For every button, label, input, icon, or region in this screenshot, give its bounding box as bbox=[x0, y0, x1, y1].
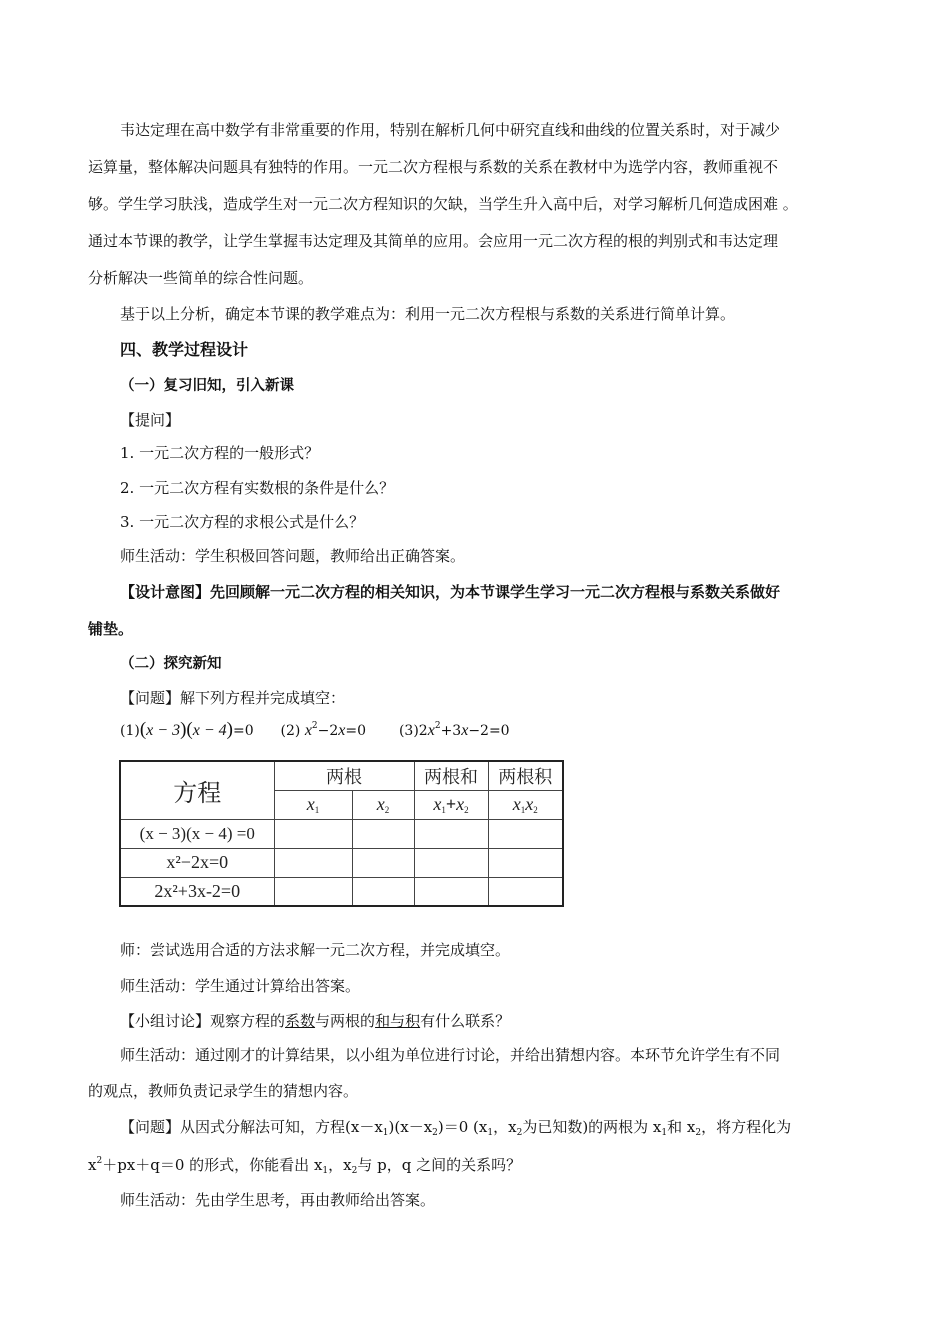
eq3-exp: 2 bbox=[434, 721, 441, 731]
q2-e: 为已知数)的两根为 x bbox=[522, 1118, 662, 1136]
activity-review: 师生活动：学生积极回答问题，教师给出正确答案。 bbox=[120, 547, 466, 565]
q2-g: ，将方程化为 bbox=[701, 1118, 792, 1136]
cell-empty bbox=[414, 819, 488, 848]
group-underline-coefficient: 系数 bbox=[285, 1012, 316, 1030]
activity-discuss-line-1: 师生活动：通过刚才的计算结果，以小组为单位进行讨论，并给出猜想内容。本环节允许学生有不同 bbox=[120, 1046, 781, 1064]
q2-a: 从因式分解法可知，方程(x－x bbox=[180, 1118, 383, 1136]
q2-sub: 2 bbox=[432, 1128, 438, 1138]
q2-j: ，x bbox=[328, 1156, 352, 1174]
subheader-x1: $x_1$ bbox=[274, 790, 352, 819]
q2-f: 和 x bbox=[667, 1118, 696, 1136]
question-item-2: 2. 一元二次方程有实数根的条件是什么？ bbox=[120, 479, 395, 497]
group-text-a: 观察方程的 bbox=[210, 1012, 286, 1030]
eq2-var: x bbox=[304, 722, 312, 739]
eq3-var: x bbox=[427, 722, 435, 739]
eq1-label: (1) bbox=[120, 723, 140, 739]
design-intent-line-2: 铺垫。 bbox=[88, 620, 134, 638]
group-text-b: 与两根的 bbox=[315, 1012, 376, 1030]
eq1-factor-a: x − 3 bbox=[146, 722, 181, 739]
design-intent-text: 先回顾解一元二次方程的相关知识，为本节课学生学习一元二次方程根与系数关系做好 bbox=[210, 583, 781, 601]
cell-empty bbox=[488, 877, 563, 906]
eq3-var-2: x bbox=[461, 722, 469, 739]
q2-d: ，x bbox=[493, 1118, 517, 1136]
teacher-prompt: 师：尝试选用合适的方法求解一元二次方程，并完成填空。 bbox=[120, 941, 511, 959]
q2-k: 与 p，q 之间的关系吗？ bbox=[357, 1156, 522, 1174]
q2-sub: 2 bbox=[695, 1128, 702, 1138]
cell-empty bbox=[352, 848, 414, 877]
problem-text: 解下列方程并完成填空： bbox=[180, 689, 346, 707]
cell-empty bbox=[274, 819, 352, 848]
eq2-label: (2) bbox=[280, 723, 301, 739]
group-tag: 【小组讨论】 bbox=[120, 1012, 211, 1030]
question-tag: 【提问】 bbox=[120, 411, 181, 429]
group-text-c: 有什么联系？ bbox=[420, 1012, 511, 1030]
q2-sub: 2 bbox=[351, 1166, 358, 1176]
cell-empty bbox=[414, 848, 488, 877]
subsection-heading-explore: （二）探究新知 bbox=[120, 656, 222, 672]
problem2-line-1 bbox=[120, 1117, 791, 1137]
problem-line bbox=[120, 688, 345, 708]
subheader-x2: $x_2$ bbox=[352, 790, 414, 819]
eq2-rhs: =0 bbox=[345, 723, 367, 739]
problem2-tag: 【问题】 bbox=[120, 1118, 181, 1136]
eq1-rhs: =0 bbox=[232, 723, 254, 739]
header-roots: 两根 bbox=[274, 761, 414, 790]
intro-line-5: 分析解决一些简单的综合性问题。 bbox=[88, 269, 314, 287]
intro-line-1: 韦达定理在高中数学有非常重要的作用，特别在解析几何中研究直线和曲线的位置关系时，对于减少 bbox=[120, 121, 781, 139]
activity-think: 师生活动：先由学生思考，再由教师给出答案。 bbox=[120, 1191, 436, 1209]
problem2-line-2 bbox=[88, 1155, 521, 1175]
analysis-text: 基于以上分析，确定本节课的教学难点为：利用一元二次方程根与系数的关系进行简单计算。 bbox=[120, 305, 736, 323]
eq2-rest: −2 bbox=[317, 723, 339, 739]
q2-b: )(x－x bbox=[388, 1118, 433, 1136]
group-discussion bbox=[120, 1011, 510, 1031]
q2-sub: 2 bbox=[516, 1128, 523, 1138]
subheader-sum: $x_1+x_2$ bbox=[414, 790, 488, 819]
subheader-product: $x_1x_2$ bbox=[488, 790, 563, 819]
header-product: 两根积 bbox=[488, 761, 563, 790]
design-intent-tag: 【设计意图】 bbox=[120, 583, 211, 601]
cell-empty bbox=[488, 819, 563, 848]
roots-table bbox=[119, 760, 564, 907]
cell-empty bbox=[352, 877, 414, 906]
cell-empty bbox=[274, 848, 352, 877]
intro-line-4: 通过本节课的教学，让学生掌握韦达定理及其简单的应用。会应用一元二次方程的根的判别式和韦达定理 bbox=[88, 232, 779, 250]
q2-sub: 1 bbox=[382, 1128, 389, 1138]
group-underline-sum-product: 和与积 bbox=[375, 1012, 421, 1030]
eq3-mid: +3 bbox=[440, 723, 462, 739]
question-item-3: 3. 一元二次方程的求根公式是什么？ bbox=[120, 513, 365, 531]
row-equation-1: (x − 3)(x − 4) =0 bbox=[120, 819, 274, 848]
q2-sub: 1 bbox=[487, 1128, 494, 1138]
eq2-exp: 2 bbox=[311, 721, 318, 731]
activity-calc: 师生活动：学生通过计算给出答案。 bbox=[120, 977, 361, 995]
q2-h: x bbox=[88, 1156, 97, 1174]
q2-sup: 2 bbox=[96, 1156, 103, 1166]
q2-sub: 1 bbox=[322, 1166, 329, 1176]
eq3-label: (3) bbox=[398, 723, 419, 739]
row-equation-2: x²−2x=0 bbox=[120, 848, 274, 877]
header-equation: 方程 bbox=[120, 761, 274, 819]
cell-empty bbox=[352, 819, 414, 848]
row-equation-3: 2x²+3x-2=0 bbox=[120, 877, 274, 906]
section-heading: 四、教学过程设计 bbox=[120, 340, 249, 359]
cell-empty bbox=[414, 877, 488, 906]
subsection-heading-review: （一）复习旧知，引入新课 bbox=[120, 378, 294, 394]
cell-empty bbox=[488, 848, 563, 877]
activity-discuss-line-2: 的观点，教师负责记录学生的猜想内容。 bbox=[88, 1082, 359, 1100]
q2-c: )＝0 (x bbox=[437, 1118, 488, 1136]
intro-line-3: 够。学生学习肤浅，造成学生对一元二次方程知识的欠缺，当学生升入高中后，对学习解析几何造成困难 。 bbox=[88, 195, 798, 213]
eq2-var-2: x bbox=[338, 722, 346, 739]
eq1-factor-b: x − 4 bbox=[192, 722, 227, 739]
problem-tag: 【问题】 bbox=[120, 689, 181, 707]
eq3-coef: 2 bbox=[418, 723, 428, 739]
intro-line-2: 运算量，整体解决问题具有独特的作用。一元二次方程根与系数的关系在教材中为选学内容，教师重视不 bbox=[88, 158, 779, 176]
q2-i: ＋px＋q＝0 的形式，你能看出 x bbox=[102, 1156, 323, 1174]
header-sum: 两根和 bbox=[414, 761, 488, 790]
design-intent bbox=[120, 582, 780, 602]
q2-sub: 1 bbox=[661, 1128, 668, 1138]
equations-line: (1)(x − 3)(x − 4)=0 (2) $x^2-2x=0$ $(3)2x^2+3x-2=0$ bbox=[120, 719, 510, 740]
eq3-rhs: −2=0 bbox=[468, 723, 510, 739]
cell-empty bbox=[274, 877, 352, 906]
question-item-1: 1. 一元二次方程的一般形式？ bbox=[120, 444, 320, 462]
